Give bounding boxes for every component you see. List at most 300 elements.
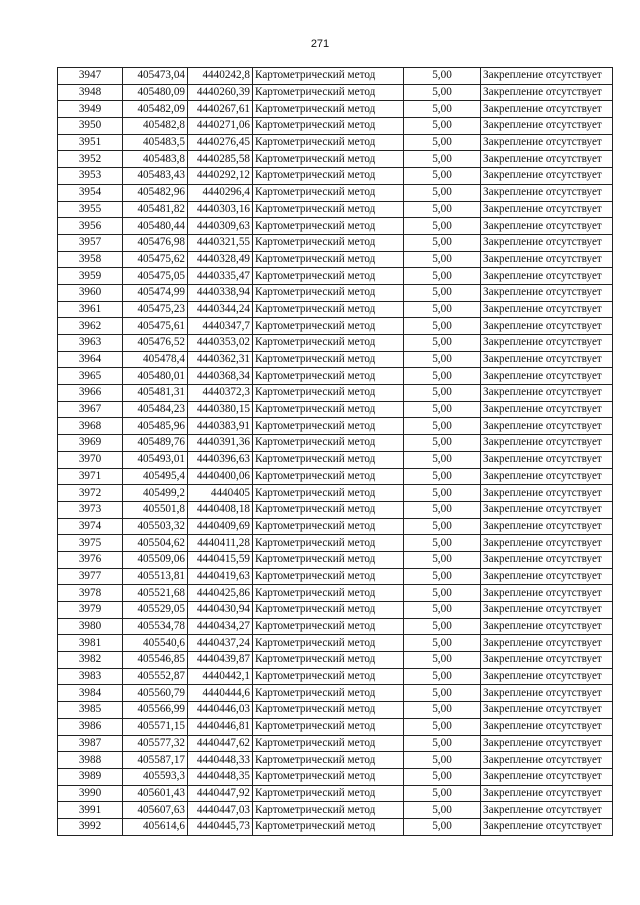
y-coordinate-cell: 4440309,63 [188,218,253,235]
point-number-cell: 3962 [58,318,123,335]
fixation-cell: Закрепление отсутствует [481,485,613,502]
method-cell: Картометрический метод [253,368,404,385]
y-coordinate-cell: 4440409,69 [188,518,253,535]
accuracy-cell: 5,00 [404,251,481,268]
table-row [58,168,613,185]
table-row [58,735,613,752]
x-coordinate-cell: 405501,8 [123,501,188,518]
y-coordinate-cell: 4440335,47 [188,268,253,285]
fixation-cell: Закрепление отсутствует [481,602,613,619]
fixation-cell: Закрепление отсутствует [481,418,613,435]
x-coordinate-cell: 405476,52 [123,335,188,352]
fixation-cell: Закрепление отсутствует [481,201,613,218]
method-cell: Картометрический метод [253,435,404,452]
point-number-cell: 3954 [58,184,123,201]
accuracy-cell: 5,00 [404,168,481,185]
x-coordinate-cell: 405571,15 [123,718,188,735]
table-row [58,718,613,735]
point-number-cell: 3980 [58,618,123,635]
table-row [58,435,613,452]
table-row [58,752,613,769]
method-cell: Картометрический метод [253,118,404,135]
x-coordinate-cell: 405529,05 [123,602,188,619]
table-row [58,485,613,502]
accuracy-cell: 5,00 [404,118,481,135]
method-cell: Картометрический метод [253,518,404,535]
point-number-cell: 3976 [58,551,123,568]
method-cell: Картометрический метод [253,451,404,468]
point-number-cell: 3967 [58,401,123,418]
point-number-cell: 3974 [58,518,123,535]
x-coordinate-cell: 405534,78 [123,618,188,635]
table-row [58,568,613,585]
accuracy-cell: 5,00 [404,234,481,251]
method-cell: Картометрический метод [253,468,404,485]
x-coordinate-cell: 405493,01 [123,451,188,468]
accuracy-cell: 5,00 [404,151,481,168]
y-coordinate-cell: 4440408,18 [188,501,253,518]
x-coordinate-cell: 405495,4 [123,468,188,485]
accuracy-cell: 5,00 [404,785,481,802]
table-row [58,318,613,335]
y-coordinate-cell: 4440362,31 [188,351,253,368]
accuracy-cell: 5,00 [404,501,481,518]
fixation-cell: Закрепление отсутствует [481,284,613,301]
point-number-cell: 3975 [58,535,123,552]
method-cell: Картометрический метод [253,218,404,235]
table-row [58,284,613,301]
accuracy-cell: 5,00 [404,718,481,735]
method-cell: Картометрический метод [253,602,404,619]
point-number-cell: 3963 [58,335,123,352]
point-number-cell: 3948 [58,84,123,101]
y-coordinate-cell: 4440442,1 [188,668,253,685]
fixation-cell: Закрепление отсутствует [481,84,613,101]
y-coordinate-cell: 4440271,06 [188,118,253,135]
fixation-cell: Закрепление отсутствует [481,618,613,635]
fixation-cell: Закрепление отсутствует [481,451,613,468]
y-coordinate-cell: 4440285,58 [188,151,253,168]
method-cell: Картометрический метод [253,184,404,201]
y-coordinate-cell: 4440447,62 [188,735,253,752]
x-coordinate-cell: 405481,82 [123,201,188,218]
method-cell: Картометрический метод [253,418,404,435]
fixation-cell: Закрепление отсутствует [481,218,613,235]
point-number-cell: 3958 [58,251,123,268]
y-coordinate-cell: 4440276,45 [188,134,253,151]
fixation-cell: Закрепление отсутствует [481,68,613,85]
x-coordinate-cell: 405614,6 [123,818,188,835]
accuracy-cell: 5,00 [404,201,481,218]
table-row [58,184,613,201]
y-coordinate-cell: 4440391,36 [188,435,253,452]
point-number-cell: 3955 [58,201,123,218]
table-row [58,401,613,418]
point-number-cell: 3992 [58,818,123,835]
fixation-cell: Закрепление отсутствует [481,535,613,552]
table-row [58,685,613,702]
point-number-cell: 3947 [58,68,123,85]
point-number-cell: 3972 [58,485,123,502]
table-row [58,251,613,268]
fixation-cell: Закрепление отсутствует [481,785,613,802]
point-number-cell: 3986 [58,718,123,735]
point-number-cell: 3952 [58,151,123,168]
method-cell: Картометрический метод [253,818,404,835]
table-row [58,218,613,235]
point-number-cell: 3981 [58,635,123,652]
fixation-cell: Закрепление отсутствует [481,802,613,819]
accuracy-cell: 5,00 [404,101,481,118]
point-number-cell: 3984 [58,685,123,702]
point-number-cell: 3979 [58,602,123,619]
method-cell: Картометрический метод [253,551,404,568]
accuracy-cell: 5,00 [404,68,481,85]
fixation-cell: Закрепление отсутствует [481,518,613,535]
accuracy-cell: 5,00 [404,268,481,285]
y-coordinate-cell: 4440353,02 [188,335,253,352]
accuracy-cell: 5,00 [404,635,481,652]
x-coordinate-cell: 405566,99 [123,702,188,719]
coordinates-table [57,67,613,836]
accuracy-cell: 5,00 [404,518,481,535]
accuracy-cell: 5,00 [404,652,481,669]
x-coordinate-cell: 405509,06 [123,551,188,568]
method-cell: Картометрический метод [253,568,404,585]
fixation-cell: Закрепление отсутствует [481,151,613,168]
x-coordinate-cell: 405593,3 [123,768,188,785]
accuracy-cell: 5,00 [404,768,481,785]
y-coordinate-cell: 4440411,28 [188,535,253,552]
fixation-cell: Закрепление отсутствует [481,818,613,835]
y-coordinate-cell: 4440344,24 [188,301,253,318]
point-number-cell: 3964 [58,351,123,368]
point-number-cell: 3959 [58,268,123,285]
y-coordinate-cell: 4440446,03 [188,702,253,719]
method-cell: Картометрический метод [253,151,404,168]
accuracy-cell: 5,00 [404,468,481,485]
accuracy-cell: 5,00 [404,568,481,585]
x-coordinate-cell: 405484,23 [123,401,188,418]
point-number-cell: 3991 [58,802,123,819]
fixation-cell: Закрепление отсутствует [481,468,613,485]
fixation-cell: Закрепление отсутствует [481,718,613,735]
x-coordinate-cell: 405480,01 [123,368,188,385]
method-cell: Картометрический метод [253,668,404,685]
x-coordinate-cell: 405475,23 [123,301,188,318]
accuracy-cell: 5,00 [404,351,481,368]
fixation-cell: Закрепление отсутствует [481,652,613,669]
method-cell: Картометрический метод [253,385,404,402]
fixation-cell: Закрепление отсутствует [481,134,613,151]
x-coordinate-cell: 405607,63 [123,802,188,819]
x-coordinate-cell: 405475,62 [123,251,188,268]
table-row [58,518,613,535]
y-coordinate-cell: 4440303,16 [188,201,253,218]
x-coordinate-cell: 405601,43 [123,785,188,802]
table-row [58,368,613,385]
x-coordinate-cell: 405475,61 [123,318,188,335]
table-row [58,535,613,552]
point-number-cell: 3961 [58,301,123,318]
x-coordinate-cell: 405482,8 [123,118,188,135]
point-number-cell: 3965 [58,368,123,385]
table-row [58,668,613,685]
method-cell: Картометрический метод [253,268,404,285]
table-row [58,501,613,518]
accuracy-cell: 5,00 [404,301,481,318]
point-number-cell: 3950 [58,118,123,135]
x-coordinate-cell: 405552,87 [123,668,188,685]
x-coordinate-cell: 405540,6 [123,635,188,652]
table-row [58,785,613,802]
x-coordinate-cell: 405483,8 [123,151,188,168]
method-cell: Картометрический метод [253,68,404,85]
x-coordinate-cell: 405481,31 [123,385,188,402]
method-cell: Картометрический метод [253,251,404,268]
fixation-cell: Закрепление отсутствует [481,318,613,335]
table-row [58,84,613,101]
point-number-cell: 3971 [58,468,123,485]
accuracy-cell: 5,00 [404,752,481,769]
fixation-cell: Закрепление отсутствует [481,685,613,702]
method-cell: Картометрический метод [253,802,404,819]
accuracy-cell: 5,00 [404,802,481,819]
point-number-cell: 3982 [58,652,123,669]
fixation-cell: Закрепление отсутствует [481,668,613,685]
table-row [58,351,613,368]
y-coordinate-cell: 4440242,8 [188,68,253,85]
point-number-cell: 3969 [58,435,123,452]
y-coordinate-cell: 4440445,73 [188,818,253,835]
table-row [58,68,613,85]
method-cell: Картометрический метод [253,301,404,318]
point-number-cell: 3970 [58,451,123,468]
accuracy-cell: 5,00 [404,418,481,435]
table-row [58,134,613,151]
fixation-cell: Закрепление отсутствует [481,268,613,285]
table-row [58,652,613,669]
y-coordinate-cell: 4440267,61 [188,101,253,118]
table-row [58,551,613,568]
method-cell: Картометрический метод [253,201,404,218]
x-coordinate-cell: 405499,2 [123,485,188,502]
table-row [58,101,613,118]
fixation-cell: Закрепление отсутствует [481,351,613,368]
method-cell: Картометрический метод [253,585,404,602]
table-row [58,301,613,318]
fixation-cell: Закрепление отсутствует [481,368,613,385]
fixation-cell: Закрепление отсутствует [481,234,613,251]
point-number-cell: 3977 [58,568,123,585]
method-cell: Картометрический метод [253,284,404,301]
point-number-cell: 3960 [58,284,123,301]
method-cell: Картометрический метод [253,168,404,185]
accuracy-cell: 5,00 [404,284,481,301]
method-cell: Картометрический метод [253,785,404,802]
accuracy-cell: 5,00 [404,451,481,468]
point-number-cell: 3978 [58,585,123,602]
table-row [58,118,613,135]
y-coordinate-cell: 4440439,87 [188,652,253,669]
y-coordinate-cell: 4440396,63 [188,451,253,468]
method-cell: Картометрический метод [253,718,404,735]
fixation-cell: Закрепление отсутствует [481,101,613,118]
method-cell: Картометрический метод [253,735,404,752]
x-coordinate-cell: 405473,04 [123,68,188,85]
method-cell: Картометрический метод [253,702,404,719]
point-number-cell: 3990 [58,785,123,802]
y-coordinate-cell: 4440434,27 [188,618,253,635]
table-row [58,151,613,168]
accuracy-cell: 5,00 [404,535,481,552]
x-coordinate-cell: 405587,17 [123,752,188,769]
fixation-cell: Закрепление отсутствует [481,301,613,318]
x-coordinate-cell: 405521,68 [123,585,188,602]
x-coordinate-cell: 405560,79 [123,685,188,702]
table-row [58,451,613,468]
point-number-cell: 3957 [58,234,123,251]
x-coordinate-cell: 405474,99 [123,284,188,301]
fixation-cell: Закрепление отсутствует [481,118,613,135]
table-row [58,201,613,218]
accuracy-cell: 5,00 [404,602,481,619]
table-row [58,234,613,251]
x-coordinate-cell: 405485,96 [123,418,188,435]
point-number-cell: 3973 [58,501,123,518]
y-coordinate-cell: 4440448,35 [188,768,253,785]
method-cell: Картометрический метод [253,618,404,635]
fixation-cell: Закрепление отсутствует [481,768,613,785]
point-number-cell: 3953 [58,168,123,185]
fixation-cell: Закрепление отсутствует [481,168,613,185]
y-coordinate-cell: 4440296,4 [188,184,253,201]
y-coordinate-cell: 4440260,39 [188,84,253,101]
y-coordinate-cell: 4440380,15 [188,401,253,418]
accuracy-cell: 5,00 [404,335,481,352]
accuracy-cell: 5,00 [404,735,481,752]
table-row [58,702,613,719]
method-cell: Картометрический метод [253,84,404,101]
y-coordinate-cell: 4440405 [188,485,253,502]
x-coordinate-cell: 405482,96 [123,184,188,201]
accuracy-cell: 5,00 [404,551,481,568]
method-cell: Картометрический метод [253,351,404,368]
method-cell: Картометрический метод [253,485,404,502]
x-coordinate-cell: 405476,98 [123,234,188,251]
x-coordinate-cell: 405546,85 [123,652,188,669]
y-coordinate-cell: 4440444,6 [188,685,253,702]
point-number-cell: 3956 [58,218,123,235]
accuracy-cell: 5,00 [404,668,481,685]
method-cell: Картометрический метод [253,635,404,652]
y-coordinate-cell: 4440338,94 [188,284,253,301]
fixation-cell: Закрепление отсутствует [481,735,613,752]
y-coordinate-cell: 4440328,49 [188,251,253,268]
y-coordinate-cell: 4440448,33 [188,752,253,769]
table-row [58,602,613,619]
table-row [58,468,613,485]
table-row [58,335,613,352]
method-cell: Картометрический метод [253,401,404,418]
method-cell: Картометрический метод [253,685,404,702]
table-row [58,802,613,819]
fixation-cell: Закрепление отсутствует [481,635,613,652]
x-coordinate-cell: 405475,05 [123,268,188,285]
accuracy-cell: 5,00 [404,618,481,635]
point-number-cell: 3989 [58,768,123,785]
table-row [58,618,613,635]
x-coordinate-cell: 405483,43 [123,168,188,185]
y-coordinate-cell: 4440437,24 [188,635,253,652]
table-row [58,418,613,435]
fixation-cell: Закрепление отсутствует [481,251,613,268]
accuracy-cell: 5,00 [404,385,481,402]
x-coordinate-cell: 405478,4 [123,351,188,368]
table-row [58,385,613,402]
x-coordinate-cell: 405503,32 [123,518,188,535]
accuracy-cell: 5,00 [404,485,481,502]
point-number-cell: 3951 [58,134,123,151]
method-cell: Картометрический метод [253,318,404,335]
point-number-cell: 3987 [58,735,123,752]
method-cell: Картометрический метод [253,752,404,769]
y-coordinate-cell: 4440419,63 [188,568,253,585]
method-cell: Картометрический метод [253,501,404,518]
table-row [58,818,613,835]
x-coordinate-cell: 405483,5 [123,134,188,151]
table-row [58,585,613,602]
accuracy-cell: 5,00 [404,818,481,835]
fixation-cell: Закрепление отсутствует [481,551,613,568]
y-coordinate-cell: 4440447,03 [188,802,253,819]
coordinates-table-body [58,68,613,836]
y-coordinate-cell: 4440400,06 [188,468,253,485]
accuracy-cell: 5,00 [404,368,481,385]
x-coordinate-cell: 405513,81 [123,568,188,585]
y-coordinate-cell: 4440383,91 [188,418,253,435]
y-coordinate-cell: 4440292,12 [188,168,253,185]
fixation-cell: Закрепление отсутствует [481,184,613,201]
x-coordinate-cell: 405480,09 [123,84,188,101]
page-number: 271 [310,38,330,50]
method-cell: Картометрический метод [253,335,404,352]
x-coordinate-cell: 405577,32 [123,735,188,752]
y-coordinate-cell: 4440372,3 [188,385,253,402]
accuracy-cell: 5,00 [404,184,481,201]
accuracy-cell: 5,00 [404,134,481,151]
fixation-cell: Закрепление отсутствует [481,335,613,352]
accuracy-cell: 5,00 [404,702,481,719]
y-coordinate-cell: 4440425,86 [188,585,253,602]
point-number-cell: 3988 [58,752,123,769]
fixation-cell: Закрепление отсутствует [481,435,613,452]
table-row [58,768,613,785]
method-cell: Картометрический метод [253,101,404,118]
x-coordinate-cell: 405489,76 [123,435,188,452]
y-coordinate-cell: 4440321,55 [188,234,253,251]
y-coordinate-cell: 4440368,34 [188,368,253,385]
x-coordinate-cell: 405480,44 [123,218,188,235]
y-coordinate-cell: 4440415,59 [188,551,253,568]
accuracy-cell: 5,00 [404,585,481,602]
accuracy-cell: 5,00 [404,318,481,335]
x-coordinate-cell: 405482,09 [123,101,188,118]
point-number-cell: 3968 [58,418,123,435]
y-coordinate-cell: 4440446,81 [188,718,253,735]
y-coordinate-cell: 4440430,94 [188,602,253,619]
method-cell: Картометрический метод [253,768,404,785]
